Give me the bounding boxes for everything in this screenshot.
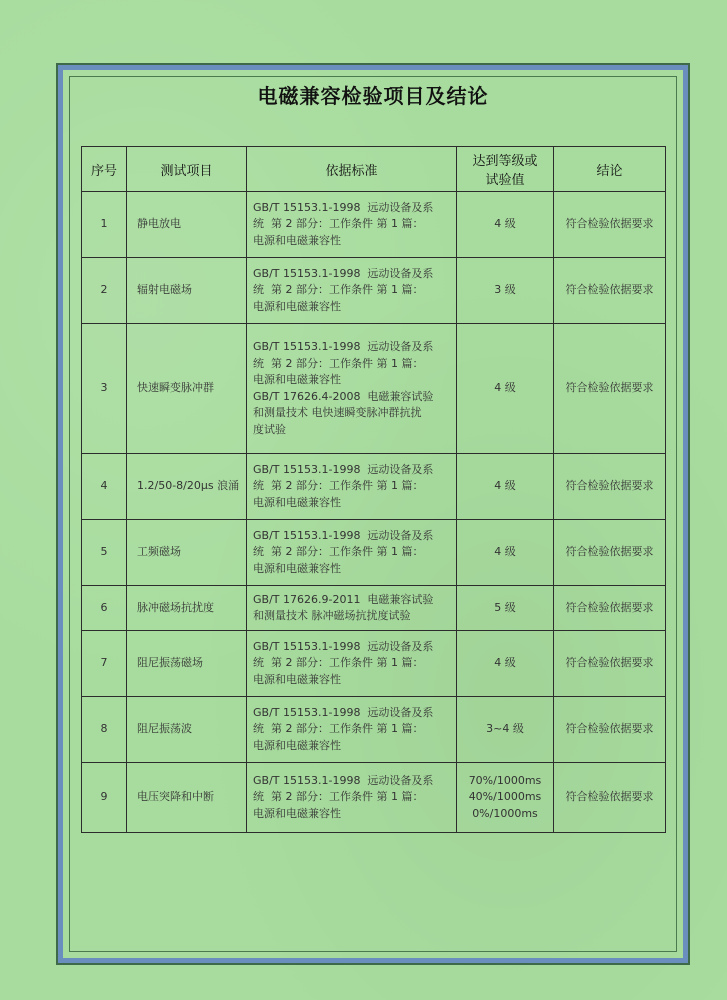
cell-test-item: 工频磁场 bbox=[127, 520, 247, 586]
table-row bbox=[82, 631, 666, 697]
table-row bbox=[82, 258, 666, 324]
standard-line: 电源和电磁兼容性 bbox=[253, 561, 341, 575]
level-line: 5 级 bbox=[494, 600, 516, 614]
cell-conclusion: 符合检验依据要求 bbox=[554, 258, 666, 324]
table-row bbox=[82, 763, 666, 833]
standard-line: 电源和电磁兼容性 bbox=[253, 806, 341, 820]
standard-line: 统 第 2 部分：工作条件 第 1 篇： bbox=[253, 656, 424, 670]
standard-line: 统 第 2 部分：工作条件 第 1 篇： bbox=[253, 479, 424, 493]
cell-conclusion: 符合检验依据要求 bbox=[554, 520, 666, 586]
cell-standard bbox=[247, 697, 457, 763]
cell-test-item: 辐射电磁场 bbox=[127, 258, 247, 324]
standard-line: 和测量技术 脉冲磁场抗扰度试验 bbox=[253, 609, 411, 622]
cell-conclusion: 符合检验依据要求 bbox=[554, 697, 666, 763]
header-conclusion: 结论 bbox=[554, 147, 666, 192]
cell-conclusion: 符合检验依据要求 bbox=[554, 324, 666, 454]
header-level bbox=[457, 147, 554, 192]
cell-standard bbox=[247, 258, 457, 324]
cell-level bbox=[457, 520, 554, 586]
cell-standard bbox=[247, 763, 457, 833]
cell-conclusion: 符合检验依据要求 bbox=[554, 631, 666, 697]
level-line: 4 级 bbox=[494, 381, 516, 395]
standard-line: 统 第 2 部分：工作条件 第 1 篇： bbox=[253, 356, 424, 370]
standard-line: GB/T 15153.1-1998 远动设备及系 bbox=[253, 773, 434, 787]
table-row bbox=[82, 697, 666, 763]
cell-test-item: 静电放电 bbox=[127, 192, 247, 258]
cell-standard bbox=[247, 454, 457, 520]
level-line: 3 级 bbox=[494, 283, 516, 297]
cell-conclusion: 符合检验依据要求 bbox=[554, 454, 666, 520]
header-no: 序号 bbox=[82, 147, 127, 192]
test-results-table bbox=[81, 146, 666, 833]
cell-level bbox=[457, 697, 554, 763]
standard-line: 统 第 2 部分：工作条件 第 1 篇： bbox=[253, 545, 424, 559]
header-level-line1: 达到等级或 bbox=[472, 154, 538, 169]
level-line: 4 级 bbox=[494, 217, 516, 231]
standard-line: GB/T 17626.9-2011 电磁兼容试验 bbox=[253, 592, 434, 606]
cell-level bbox=[457, 763, 554, 833]
level-line: 0%/1000ms bbox=[472, 806, 538, 820]
standard-line: GB/T 15153.1-1998 远动设备及系 bbox=[253, 266, 434, 280]
standard-line: GB/T 15153.1-1998 远动设备及系 bbox=[253, 639, 434, 653]
standard-line: 电源和电磁兼容性 bbox=[253, 672, 341, 686]
page-title: 电磁兼容检验项目及结论 bbox=[257, 84, 489, 108]
standard-line: 度试验 bbox=[253, 422, 286, 436]
cell-no: 5 bbox=[82, 520, 127, 586]
table-row bbox=[82, 586, 666, 631]
header-level-line2: 试验值 bbox=[485, 173, 525, 188]
cell-no: 4 bbox=[82, 454, 127, 520]
table-row bbox=[82, 192, 666, 258]
level-line: 4 级 bbox=[494, 479, 516, 493]
header-item: 测试项目 bbox=[127, 147, 247, 192]
cell-standard bbox=[247, 586, 457, 631]
cell-conclusion: 符合检验依据要求 bbox=[554, 192, 666, 258]
table-row bbox=[82, 454, 666, 520]
standard-line: GB/T 15153.1-1998 远动设备及系 bbox=[253, 705, 434, 719]
standard-line: 统 第 2 部分：工作条件 第 1 篇： bbox=[253, 283, 424, 297]
cell-standard bbox=[247, 631, 457, 697]
standard-line: 和测量技术 电快速瞬变脉冲群抗扰 bbox=[253, 406, 422, 419]
cell-test-item: 快速瞬变脉冲群 bbox=[127, 324, 247, 454]
cell-level bbox=[457, 192, 554, 258]
cell-no: 8 bbox=[82, 697, 127, 763]
cell-standard bbox=[247, 324, 457, 454]
cell-level bbox=[457, 586, 554, 631]
standard-line: GB/T 15153.1-1998 远动设备及系 bbox=[253, 462, 434, 476]
cell-standard bbox=[247, 192, 457, 258]
standard-line: 统 第 2 部分：工作条件 第 1 篇： bbox=[253, 722, 424, 736]
standard-line: 电源和电磁兼容性 bbox=[253, 299, 341, 313]
level-line: 4 级 bbox=[494, 545, 516, 559]
standard-line: 电源和电磁兼容性 bbox=[253, 373, 341, 386]
standard-line: GB/T 17626.4-2008 电磁兼容试验 bbox=[253, 389, 434, 403]
cell-test-item: 阻尼振荡波 bbox=[127, 697, 247, 763]
level-line: 70%/1000ms bbox=[468, 773, 542, 787]
standard-line: 统 第 2 部分：工作条件 第 1 篇： bbox=[253, 217, 424, 231]
level-line: 4 级 bbox=[494, 656, 516, 670]
cell-conclusion: 符合检验依据要求 bbox=[554, 586, 666, 631]
cell-level bbox=[457, 454, 554, 520]
cell-test-item: 电压突降和中断 bbox=[127, 763, 247, 833]
cell-no: 3 bbox=[82, 324, 127, 454]
standard-line: GB/T 15153.1-1998 远动设备及系 bbox=[253, 340, 434, 353]
cell-test-item: 1.2/50-8/20μs 浪涌 bbox=[127, 454, 247, 520]
standard-line: GB/T 15153.1-1998 远动设备及系 bbox=[253, 528, 434, 542]
standard-line: 电源和电磁兼容性 bbox=[253, 738, 341, 752]
cell-standard bbox=[247, 520, 457, 586]
cell-no: 7 bbox=[82, 631, 127, 697]
cell-no: 9 bbox=[82, 763, 127, 833]
cell-level bbox=[457, 324, 554, 454]
cell-no: 2 bbox=[82, 258, 127, 324]
table-row bbox=[82, 324, 666, 454]
cell-level bbox=[457, 631, 554, 697]
standard-line: GB/T 15153.1-1998 远动设备及系 bbox=[253, 200, 434, 214]
level-line: 3~4 级 bbox=[486, 722, 524, 736]
header-standard: 依据标准 bbox=[247, 147, 457, 192]
cell-no: 6 bbox=[82, 586, 127, 631]
cell-no: 1 bbox=[82, 192, 127, 258]
standard-line: 电源和电磁兼容性 bbox=[253, 233, 341, 247]
cell-test-item: 脉冲磁场抗扰度 bbox=[127, 586, 247, 631]
cell-test-item: 阻尼振荡磁场 bbox=[127, 631, 247, 697]
standard-line: 电源和电磁兼容性 bbox=[253, 495, 341, 509]
table-row bbox=[82, 520, 666, 586]
cell-conclusion: 符合检验依据要求 bbox=[554, 763, 666, 833]
table-header-row bbox=[82, 147, 666, 192]
cell-level bbox=[457, 258, 554, 324]
standard-line: 统 第 2 部分：工作条件 第 1 篇： bbox=[253, 790, 424, 804]
level-line: 40%/1000ms bbox=[468, 790, 542, 804]
